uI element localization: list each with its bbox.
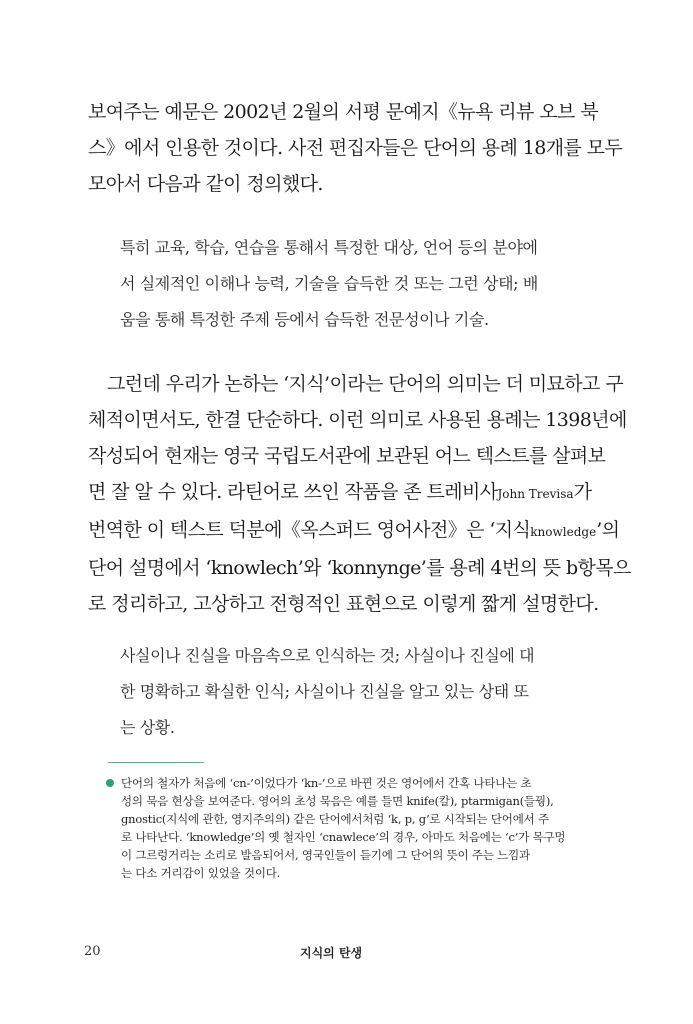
text-line: 보여주는 예문은 2002년 2월의 서평 문예지《뉴욕 리뷰 오브 북 xyxy=(88,101,598,123)
text-segment: ’의 xyxy=(596,519,620,541)
original-name: John Trevisa xyxy=(497,487,574,501)
quote-line: 한 명확하고 확실한 인식; 사실이나 진실을 알고 있는 상태 또 xyxy=(120,682,529,701)
text-line xyxy=(88,474,592,512)
text-segment: 번역한 이 텍스트 덕분에《옥스퍼드 영어사전》은 ‘지식 xyxy=(88,519,531,541)
definition-quote-2 xyxy=(120,638,560,746)
page-number: 20 xyxy=(84,944,101,959)
text-line: 스》에서 인용한 것이다. 사전 편집자들은 단어의 용례 18개를 모두 xyxy=(88,137,623,159)
text-segment: 가 xyxy=(573,481,592,503)
footnote-line: gnostic(지식에 관한, 영지주의의) 같은 단어에서처럼 ‘k, p, g’로 시작되는 단어에서 주 xyxy=(121,812,549,826)
footnote-line: 단어의 철자가 처음에 ‘cn-’이었다가 ‘kn-’으로 바뀐 것은 영어에서 간혹 나타나는 초 xyxy=(121,776,532,790)
text-line: 그런데 우리가 논하는 ‘지식’이라는 단어의 의미는 더 미묘하고 구 xyxy=(107,373,624,395)
footnote-line: 로 나타난다. ‘knowledge’의 옛 철자인 ‘cnawlece’의 경우, 아마도 처음에는 ‘c’가 목구멍 xyxy=(121,830,566,844)
quote-line: 움을 통해 특정한 주제 등에서 습득한 전문성이나 기술. xyxy=(120,310,489,329)
text-line: 모아서 다음과 같이 정의했다. xyxy=(88,173,323,195)
quote-line: 는 상황. xyxy=(120,718,175,737)
quote-line: 특히 교육, 학습, 연습을 통해서 특정한 대상, 언어 등의 분야에 xyxy=(120,238,538,257)
paragraph-knowledge xyxy=(88,366,631,622)
footnote-line: 성의 묵음 현상을 보여준다. 영어의 초성 묵음은 예를 들면 knife(칼), ptarmigan(들꿩), xyxy=(121,794,554,808)
paragraph-intro xyxy=(88,94,623,202)
footnote xyxy=(106,774,564,882)
text-line: 로 정리하고, 고상하고 전형적인 표현으로 이렇게 짧게 설명한다. xyxy=(88,593,599,615)
text-segment: 면 잘 알 수 있다. 라틴어로 쓰인 작품을 존 트레비사 xyxy=(88,481,498,503)
footnote-bullet-icon xyxy=(106,779,114,787)
footnote-line: 이 그르렁거리는 소리로 발음되어서, 영국인들이 듣기에 그 단어의 뜻이 주는 느낌과 xyxy=(121,848,530,862)
text-line: 단어 설명에서 ‘knowlech’와 ‘konnynge’를 용례 4번의 뜻 b항목으 xyxy=(88,557,631,579)
definition-quote-1 xyxy=(120,230,560,338)
original-term: knowledge xyxy=(530,525,597,539)
quote-line: 사실이나 진실을 마음속으로 인식하는 것; 사실이나 진실에 대 xyxy=(120,646,535,665)
footnote-line: 는 다소 거리감이 있었을 것이다. xyxy=(121,866,281,880)
footnote-divider xyxy=(108,762,204,763)
text-line xyxy=(88,512,620,550)
quote-line: 서 실제적인 이해나 능력, 기술을 습득한 것 또는 그런 상태; 배 xyxy=(120,274,538,293)
running-title: 지식의 탄생 xyxy=(300,946,363,960)
text-line: 작성되어 현재는 영국 국립도서관에 보관된 어느 텍스트를 살펴보 xyxy=(88,445,606,467)
text-line: 체적이면서도, 한결 단순하다. 이런 의미로 사용된 용례는 1398년에 xyxy=(88,409,627,431)
